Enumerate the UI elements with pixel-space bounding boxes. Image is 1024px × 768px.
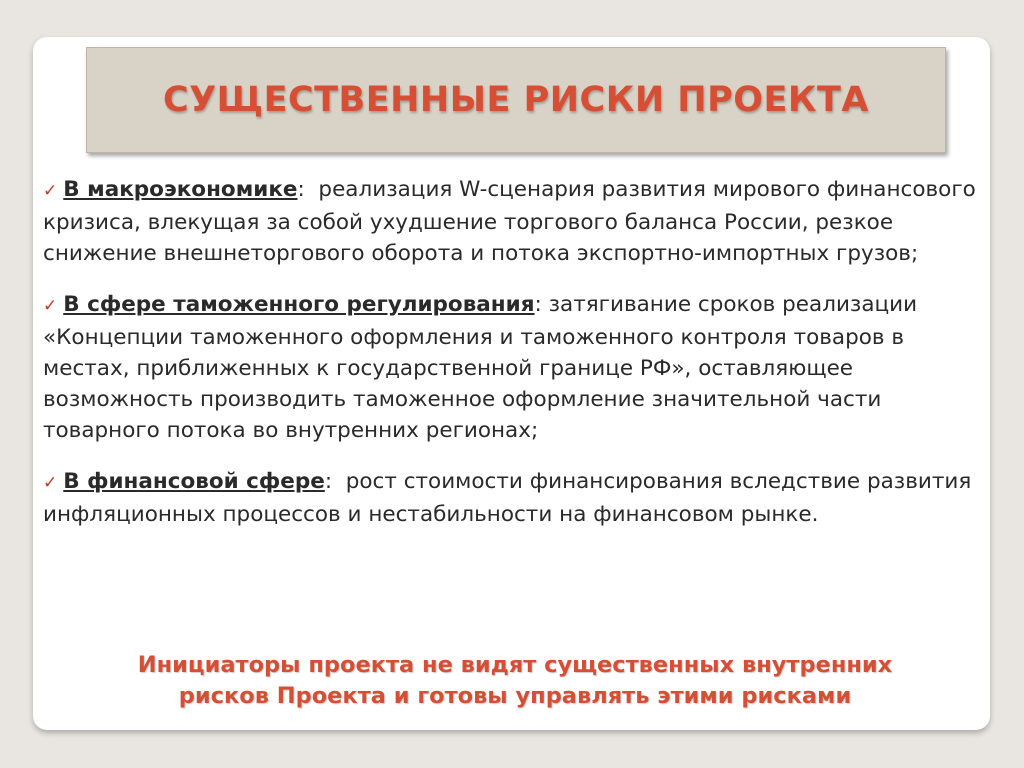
risk-separator: : (324, 469, 333, 494)
risk-item-macroeconomics (43, 174, 988, 269)
risk-description: реализация W-сценария развития мирового финансового кризиса, влекущая за собой ухудшение торгового баланса России, резкое снижение внешнеторгового оборота и потока экспортно-импортных грузов; (43, 177, 983, 266)
conclusion-line-1: Инициаторы проекта не видят существенных внутренних (137, 652, 893, 678)
risk-term: В финансовой сфере (63, 469, 325, 494)
risk-item-customs (43, 289, 988, 446)
conclusion-line-2: рисков Проекта и готовы управлять этими рисками (178, 683, 852, 709)
risk-term: В сфере таможенного регулирования (63, 292, 535, 317)
risk-description: рост стоимости финансирования вследствие развития инфляционных процессов и нестабильности на финансовом рынке. (43, 469, 979, 527)
risk-item-finance (43, 466, 988, 530)
title-box (86, 47, 946, 153)
checkmark-icon: ✓ (43, 473, 58, 493)
conclusion (60, 650, 970, 712)
checkmark-icon: ✓ (43, 181, 58, 201)
slide-title: СУЩЕСТВЕННЫЕ РИСКИ ПРОЕКТА (163, 80, 869, 120)
risk-term: В макроэкономике (63, 177, 298, 202)
risk-list (43, 174, 988, 550)
checkmark-icon: ✓ (43, 296, 58, 316)
risk-separator: : (534, 292, 542, 317)
risk-description: затягивание сроков реализации «Концепции таможенного оформления и таможенного контроля товаров в местах, приближенных к государственной границе РФ», оставляющее возможность производить таможенное оформление значительной части товарного потока во внутренних регионах; (43, 292, 924, 443)
risk-separator: : (297, 177, 305, 202)
